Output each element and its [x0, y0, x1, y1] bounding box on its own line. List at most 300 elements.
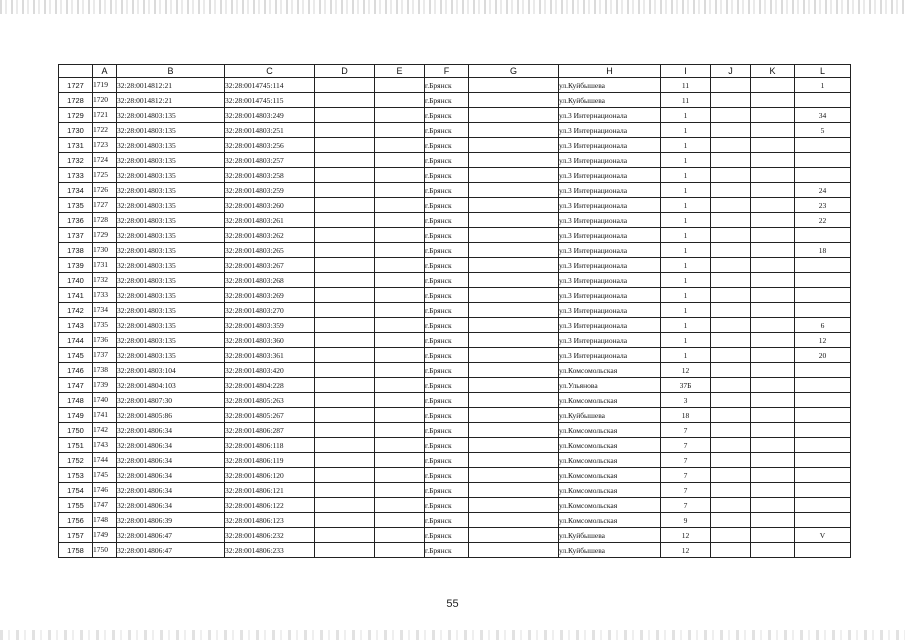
- cell-a[interactable]: 1733: [93, 288, 117, 303]
- row-number-cell[interactable]: 1731: [59, 138, 93, 153]
- cell-i[interactable]: 1: [661, 228, 711, 243]
- cell-f[interactable]: г.Брянск: [425, 228, 469, 243]
- cell-g[interactable]: [469, 288, 559, 303]
- cell-c[interactable]: 32:28:0014745:114: [225, 78, 315, 93]
- row-number-cell[interactable]: 1745: [59, 348, 93, 363]
- cell-k[interactable]: [751, 378, 795, 393]
- cell-l[interactable]: V: [795, 528, 851, 543]
- cell-k[interactable]: [751, 183, 795, 198]
- column-header-g[interactable]: G: [469, 65, 559, 78]
- cell-g[interactable]: [469, 303, 559, 318]
- cell-j[interactable]: [711, 483, 751, 498]
- cell-d[interactable]: [315, 318, 375, 333]
- cell-f[interactable]: г.Брянск: [425, 468, 469, 483]
- row-number-cell[interactable]: 1750: [59, 423, 93, 438]
- cell-g[interactable]: [469, 243, 559, 258]
- cell-g[interactable]: [469, 108, 559, 123]
- row-number-cell[interactable]: 1732: [59, 153, 93, 168]
- cell-k[interactable]: [751, 393, 795, 408]
- cell-f[interactable]: г.Брянск: [425, 438, 469, 453]
- cell-f[interactable]: г.Брянск: [425, 183, 469, 198]
- column-header-a[interactable]: A: [93, 65, 117, 78]
- cell-g[interactable]: [469, 258, 559, 273]
- cell-h[interactable]: ул.Комсомольская: [559, 453, 661, 468]
- cell-a[interactable]: 1741: [93, 408, 117, 423]
- cell-a[interactable]: 1746: [93, 483, 117, 498]
- cell-b[interactable]: 32:28:0014803:135: [117, 138, 225, 153]
- cell-j[interactable]: [711, 318, 751, 333]
- row-number-cell[interactable]: 1741: [59, 288, 93, 303]
- cell-g[interactable]: [469, 273, 559, 288]
- cell-j[interactable]: [711, 78, 751, 93]
- cell-e[interactable]: [375, 183, 425, 198]
- cell-b[interactable]: 32:28:0014803:135: [117, 303, 225, 318]
- cell-c[interactable]: 32:28:0014803:359: [225, 318, 315, 333]
- cell-f[interactable]: г.Брянск: [425, 408, 469, 423]
- cell-d[interactable]: [315, 408, 375, 423]
- row-number-cell[interactable]: 1728: [59, 93, 93, 108]
- cell-h[interactable]: ул.Куйбышева: [559, 408, 661, 423]
- cell-h[interactable]: ул.Ульянова: [559, 378, 661, 393]
- row-number-cell[interactable]: 1743: [59, 318, 93, 333]
- cell-e[interactable]: [375, 513, 425, 528]
- cell-k[interactable]: [751, 513, 795, 528]
- cell-a[interactable]: 1734: [93, 303, 117, 318]
- cell-a[interactable]: 1724: [93, 153, 117, 168]
- cell-d[interactable]: [315, 393, 375, 408]
- row-number-cell[interactable]: 1739: [59, 258, 93, 273]
- cell-e[interactable]: [375, 318, 425, 333]
- cell-k[interactable]: [751, 243, 795, 258]
- row-number-cell[interactable]: 1752: [59, 453, 93, 468]
- cell-l[interactable]: [795, 153, 851, 168]
- cell-d[interactable]: [315, 183, 375, 198]
- cell-j[interactable]: [711, 243, 751, 258]
- cell-g[interactable]: [469, 213, 559, 228]
- cell-l[interactable]: 1: [795, 78, 851, 93]
- cell-k[interactable]: [751, 348, 795, 363]
- cell-a[interactable]: 1744: [93, 453, 117, 468]
- cell-k[interactable]: [751, 498, 795, 513]
- cell-i[interactable]: 37Б: [661, 378, 711, 393]
- cell-i[interactable]: 1: [661, 123, 711, 138]
- cell-j[interactable]: [711, 108, 751, 123]
- cell-e[interactable]: [375, 138, 425, 153]
- cell-e[interactable]: [375, 78, 425, 93]
- cell-g[interactable]: [469, 198, 559, 213]
- cell-f[interactable]: г.Брянск: [425, 213, 469, 228]
- cell-c[interactable]: 32:28:0014803:251: [225, 123, 315, 138]
- cell-j[interactable]: [711, 453, 751, 468]
- cell-e[interactable]: [375, 453, 425, 468]
- cell-f[interactable]: г.Брянск: [425, 108, 469, 123]
- cell-l[interactable]: [795, 93, 851, 108]
- cell-l[interactable]: 6: [795, 318, 851, 333]
- cell-k[interactable]: [751, 528, 795, 543]
- cell-l[interactable]: 12: [795, 333, 851, 348]
- cell-e[interactable]: [375, 228, 425, 243]
- cell-b[interactable]: 32:28:0014806:39: [117, 513, 225, 528]
- row-number-cell[interactable]: 1747: [59, 378, 93, 393]
- cell-l[interactable]: 23: [795, 198, 851, 213]
- cell-j[interactable]: [711, 183, 751, 198]
- cell-a[interactable]: 1738: [93, 363, 117, 378]
- cell-d[interactable]: [315, 453, 375, 468]
- cell-b[interactable]: 32:28:0014803:104: [117, 363, 225, 378]
- cell-d[interactable]: [315, 228, 375, 243]
- cell-e[interactable]: [375, 303, 425, 318]
- cell-i[interactable]: 1: [661, 138, 711, 153]
- cell-d[interactable]: [315, 93, 375, 108]
- row-number-cell[interactable]: 1744: [59, 333, 93, 348]
- cell-j[interactable]: [711, 288, 751, 303]
- cell-a[interactable]: 1725: [93, 168, 117, 183]
- cell-h[interactable]: ул.Комсомольская: [559, 498, 661, 513]
- cell-f[interactable]: г.Брянск: [425, 303, 469, 318]
- cell-k[interactable]: [751, 423, 795, 438]
- cell-l[interactable]: [795, 273, 851, 288]
- cell-k[interactable]: [751, 273, 795, 288]
- cell-c[interactable]: 32:28:0014803:258: [225, 168, 315, 183]
- cell-h[interactable]: ул.3 Интернационала: [559, 273, 661, 288]
- cell-k[interactable]: [751, 213, 795, 228]
- cell-e[interactable]: [375, 363, 425, 378]
- cell-k[interactable]: [751, 543, 795, 558]
- cell-h[interactable]: ул.Комсомольская: [559, 438, 661, 453]
- cell-i[interactable]: 7: [661, 468, 711, 483]
- cell-e[interactable]: [375, 423, 425, 438]
- cell-i[interactable]: 7: [661, 453, 711, 468]
- cell-j[interactable]: [711, 498, 751, 513]
- cell-i[interactable]: 1: [661, 303, 711, 318]
- cell-l[interactable]: [795, 363, 851, 378]
- cell-i[interactable]: 12: [661, 543, 711, 558]
- cell-j[interactable]: [711, 258, 751, 273]
- row-number-cell[interactable]: 1735: [59, 198, 93, 213]
- cell-i[interactable]: 1: [661, 108, 711, 123]
- cell-g[interactable]: [469, 153, 559, 168]
- cell-h[interactable]: ул.3 Интернационала: [559, 333, 661, 348]
- cell-a[interactable]: 1735: [93, 318, 117, 333]
- cell-k[interactable]: [751, 483, 795, 498]
- cell-b[interactable]: 32:28:0014803:135: [117, 258, 225, 273]
- cell-l[interactable]: [795, 483, 851, 498]
- cell-j[interactable]: [711, 468, 751, 483]
- column-header-c[interactable]: C: [225, 65, 315, 78]
- cell-d[interactable]: [315, 273, 375, 288]
- cell-h[interactable]: ул.3 Интернационала: [559, 198, 661, 213]
- cell-a[interactable]: 1742: [93, 423, 117, 438]
- cell-a[interactable]: 1732: [93, 273, 117, 288]
- cell-g[interactable]: [469, 498, 559, 513]
- cell-b[interactable]: 32:28:0014806:34: [117, 468, 225, 483]
- row-number-cell[interactable]: 1733: [59, 168, 93, 183]
- column-header-l[interactable]: L: [795, 65, 851, 78]
- cell-f[interactable]: г.Брянск: [425, 423, 469, 438]
- cell-i[interactable]: 1: [661, 198, 711, 213]
- cell-i[interactable]: 11: [661, 78, 711, 93]
- cell-h[interactable]: ул.Куйбышева: [559, 528, 661, 543]
- cell-l[interactable]: [795, 303, 851, 318]
- cell-i[interactable]: 7: [661, 483, 711, 498]
- column-header-j[interactable]: J: [711, 65, 751, 78]
- cell-e[interactable]: [375, 213, 425, 228]
- cell-f[interactable]: г.Брянск: [425, 528, 469, 543]
- cell-f[interactable]: г.Брянск: [425, 198, 469, 213]
- cell-b[interactable]: 32:28:0014803:135: [117, 288, 225, 303]
- cell-d[interactable]: [315, 333, 375, 348]
- row-number-cell[interactable]: 1727: [59, 78, 93, 93]
- cell-i[interactable]: 1: [661, 273, 711, 288]
- cell-b[interactable]: 32:28:0014803:135: [117, 168, 225, 183]
- cell-c[interactable]: 32:28:0014806:122: [225, 498, 315, 513]
- cell-l[interactable]: [795, 408, 851, 423]
- cell-e[interactable]: [375, 198, 425, 213]
- cell-a[interactable]: 1740: [93, 393, 117, 408]
- row-number-cell[interactable]: 1742: [59, 303, 93, 318]
- cell-b[interactable]: 32:28:0014803:135: [117, 348, 225, 363]
- cell-e[interactable]: [375, 348, 425, 363]
- cell-f[interactable]: г.Брянск: [425, 483, 469, 498]
- cell-k[interactable]: [751, 318, 795, 333]
- row-number-cell[interactable]: 1737: [59, 228, 93, 243]
- cell-j[interactable]: [711, 273, 751, 288]
- cell-a[interactable]: 1729: [93, 228, 117, 243]
- cell-d[interactable]: [315, 543, 375, 558]
- cell-k[interactable]: [751, 153, 795, 168]
- cell-e[interactable]: [375, 258, 425, 273]
- cell-j[interactable]: [711, 228, 751, 243]
- cell-c[interactable]: 32:28:0014803:265: [225, 243, 315, 258]
- cell-g[interactable]: [469, 378, 559, 393]
- cell-a[interactable]: 1747: [93, 498, 117, 513]
- cell-k[interactable]: [751, 438, 795, 453]
- row-number-cell[interactable]: 1729: [59, 108, 93, 123]
- cell-f[interactable]: г.Брянск: [425, 288, 469, 303]
- column-header-k[interactable]: K: [751, 65, 795, 78]
- cell-j[interactable]: [711, 303, 751, 318]
- cell-g[interactable]: [469, 513, 559, 528]
- cell-k[interactable]: [751, 93, 795, 108]
- cell-h[interactable]: ул.3 Интернационала: [559, 318, 661, 333]
- cell-g[interactable]: [469, 183, 559, 198]
- cell-g[interactable]: [469, 453, 559, 468]
- cell-l[interactable]: [795, 138, 851, 153]
- cell-h[interactable]: ул.3 Интернационала: [559, 108, 661, 123]
- cell-d[interactable]: [315, 198, 375, 213]
- cell-l[interactable]: 18: [795, 243, 851, 258]
- cell-a[interactable]: 1723: [93, 138, 117, 153]
- cell-j[interactable]: [711, 138, 751, 153]
- cell-l[interactable]: 34: [795, 108, 851, 123]
- cell-h[interactable]: ул.3 Интернационала: [559, 288, 661, 303]
- cell-f[interactable]: г.Брянск: [425, 453, 469, 468]
- cell-e[interactable]: [375, 108, 425, 123]
- cell-h[interactable]: ул.3 Интернационала: [559, 258, 661, 273]
- column-header-d[interactable]: D: [315, 65, 375, 78]
- cell-a[interactable]: 1736: [93, 333, 117, 348]
- cell-f[interactable]: г.Брянск: [425, 168, 469, 183]
- cell-a[interactable]: 1739: [93, 378, 117, 393]
- cell-c[interactable]: 32:28:0014805:267: [225, 408, 315, 423]
- cell-b[interactable]: 32:28:0014807:30: [117, 393, 225, 408]
- cell-j[interactable]: [711, 378, 751, 393]
- cell-c[interactable]: 32:28:0014803:269: [225, 288, 315, 303]
- cell-c[interactable]: 32:28:0014803:256: [225, 138, 315, 153]
- cell-i[interactable]: 1: [661, 243, 711, 258]
- cell-l[interactable]: [795, 258, 851, 273]
- cell-l[interactable]: [795, 543, 851, 558]
- cell-h[interactable]: ул.Комсомольская: [559, 468, 661, 483]
- cell-e[interactable]: [375, 543, 425, 558]
- cell-i[interactable]: 1: [661, 318, 711, 333]
- cell-h[interactable]: ул.Комсомольская: [559, 513, 661, 528]
- cell-e[interactable]: [375, 243, 425, 258]
- cell-l[interactable]: [795, 288, 851, 303]
- cell-f[interactable]: г.Брянск: [425, 498, 469, 513]
- cell-b[interactable]: 32:28:0014806:47: [117, 543, 225, 558]
- cell-l[interactable]: [795, 513, 851, 528]
- cell-g[interactable]: [469, 543, 559, 558]
- cell-e[interactable]: [375, 93, 425, 108]
- cell-c[interactable]: 32:28:0014806:287: [225, 423, 315, 438]
- cell-g[interactable]: [469, 138, 559, 153]
- cell-d[interactable]: [315, 498, 375, 513]
- cell-e[interactable]: [375, 378, 425, 393]
- cell-e[interactable]: [375, 168, 425, 183]
- cell-a[interactable]: 1719: [93, 78, 117, 93]
- column-header-b[interactable]: B: [117, 65, 225, 78]
- cell-g[interactable]: [469, 318, 559, 333]
- cell-i[interactable]: 9: [661, 513, 711, 528]
- cell-c[interactable]: 32:28:0014803:268: [225, 273, 315, 288]
- cell-g[interactable]: [469, 528, 559, 543]
- cell-h[interactable]: ул.Комсомольская: [559, 423, 661, 438]
- cell-g[interactable]: [469, 423, 559, 438]
- cell-j[interactable]: [711, 333, 751, 348]
- cell-e[interactable]: [375, 273, 425, 288]
- cell-l[interactable]: [795, 378, 851, 393]
- cell-d[interactable]: [315, 468, 375, 483]
- cell-e[interactable]: [375, 468, 425, 483]
- cell-b[interactable]: 32:28:0014803:135: [117, 213, 225, 228]
- cell-h[interactable]: ул.3 Интернационала: [559, 123, 661, 138]
- cell-j[interactable]: [711, 213, 751, 228]
- cell-b[interactable]: 32:28:0014806:34: [117, 498, 225, 513]
- cell-d[interactable]: [315, 108, 375, 123]
- cell-e[interactable]: [375, 408, 425, 423]
- cell-j[interactable]: [711, 198, 751, 213]
- cell-i[interactable]: 7: [661, 423, 711, 438]
- cell-l[interactable]: 24: [795, 183, 851, 198]
- cell-h[interactable]: ул.Комсомольская: [559, 393, 661, 408]
- cell-k[interactable]: [751, 258, 795, 273]
- cell-a[interactable]: 1731: [93, 258, 117, 273]
- cell-d[interactable]: [315, 288, 375, 303]
- cell-d[interactable]: [315, 303, 375, 318]
- cell-b[interactable]: 32:28:0014806:34: [117, 483, 225, 498]
- row-number-cell[interactable]: 1738: [59, 243, 93, 258]
- cell-g[interactable]: [469, 168, 559, 183]
- cell-k[interactable]: [751, 303, 795, 318]
- cell-h[interactable]: ул.3 Интернационала: [559, 228, 661, 243]
- cell-g[interactable]: [469, 93, 559, 108]
- cell-e[interactable]: [375, 333, 425, 348]
- cell-k[interactable]: [751, 168, 795, 183]
- cell-g[interactable]: [469, 483, 559, 498]
- cell-f[interactable]: г.Брянск: [425, 378, 469, 393]
- cell-c[interactable]: 32:28:0014803:361: [225, 348, 315, 363]
- cell-j[interactable]: [711, 543, 751, 558]
- cell-a[interactable]: 1750: [93, 543, 117, 558]
- cell-f[interactable]: г.Брянск: [425, 93, 469, 108]
- cell-h[interactable]: ул.3 Интернационала: [559, 183, 661, 198]
- cell-d[interactable]: [315, 153, 375, 168]
- cell-j[interactable]: [711, 438, 751, 453]
- cell-c[interactable]: 32:28:0014803:262: [225, 228, 315, 243]
- cell-b[interactable]: 32:28:0014803:135: [117, 318, 225, 333]
- cell-e[interactable]: [375, 153, 425, 168]
- cell-g[interactable]: [469, 333, 559, 348]
- cell-k[interactable]: [751, 228, 795, 243]
- cell-b[interactable]: 32:28:0014803:135: [117, 243, 225, 258]
- cell-c[interactable]: 32:28:0014803:360: [225, 333, 315, 348]
- cell-l[interactable]: [795, 453, 851, 468]
- cell-j[interactable]: [711, 153, 751, 168]
- cell-k[interactable]: [751, 138, 795, 153]
- cell-g[interactable]: [469, 123, 559, 138]
- cell-h[interactable]: ул.Куйбышева: [559, 93, 661, 108]
- row-number-cell[interactable]: 1753: [59, 468, 93, 483]
- cell-f[interactable]: г.Брянск: [425, 138, 469, 153]
- cell-b[interactable]: 32:28:0014803:135: [117, 108, 225, 123]
- cell-k[interactable]: [751, 198, 795, 213]
- cell-i[interactable]: 18: [661, 408, 711, 423]
- cell-l[interactable]: 22: [795, 213, 851, 228]
- cell-i[interactable]: 12: [661, 528, 711, 543]
- cell-k[interactable]: [751, 333, 795, 348]
- cell-h[interactable]: ул.Комсомольская: [559, 483, 661, 498]
- cell-d[interactable]: [315, 123, 375, 138]
- cell-d[interactable]: [315, 438, 375, 453]
- column-header-e[interactable]: E: [375, 65, 425, 78]
- cell-f[interactable]: г.Брянск: [425, 543, 469, 558]
- cell-f[interactable]: г.Брянск: [425, 123, 469, 138]
- cell-l[interactable]: [795, 468, 851, 483]
- cell-h[interactable]: ул.3 Интернационала: [559, 153, 661, 168]
- cell-b[interactable]: 32:28:0014803:135: [117, 333, 225, 348]
- cell-l[interactable]: [795, 168, 851, 183]
- cell-a[interactable]: 1720: [93, 93, 117, 108]
- cell-b[interactable]: 32:28:0014803:135: [117, 123, 225, 138]
- cell-l[interactable]: [795, 228, 851, 243]
- cell-d[interactable]: [315, 378, 375, 393]
- cell-h[interactable]: ул.3 Интернационала: [559, 303, 661, 318]
- cell-c[interactable]: 32:28:0014803:249: [225, 108, 315, 123]
- cell-f[interactable]: г.Брянск: [425, 153, 469, 168]
- cell-c[interactable]: 32:28:0014806:123: [225, 513, 315, 528]
- cell-g[interactable]: [469, 348, 559, 363]
- cell-f[interactable]: г.Брянск: [425, 333, 469, 348]
- cell-i[interactable]: 1: [661, 213, 711, 228]
- cell-j[interactable]: [711, 408, 751, 423]
- cell-k[interactable]: [751, 78, 795, 93]
- cell-j[interactable]: [711, 393, 751, 408]
- row-number-cell[interactable]: 1734: [59, 183, 93, 198]
- cell-c[interactable]: 32:28:0014803:260: [225, 198, 315, 213]
- row-number-cell[interactable]: 1740: [59, 273, 93, 288]
- cell-i[interactable]: 1: [661, 288, 711, 303]
